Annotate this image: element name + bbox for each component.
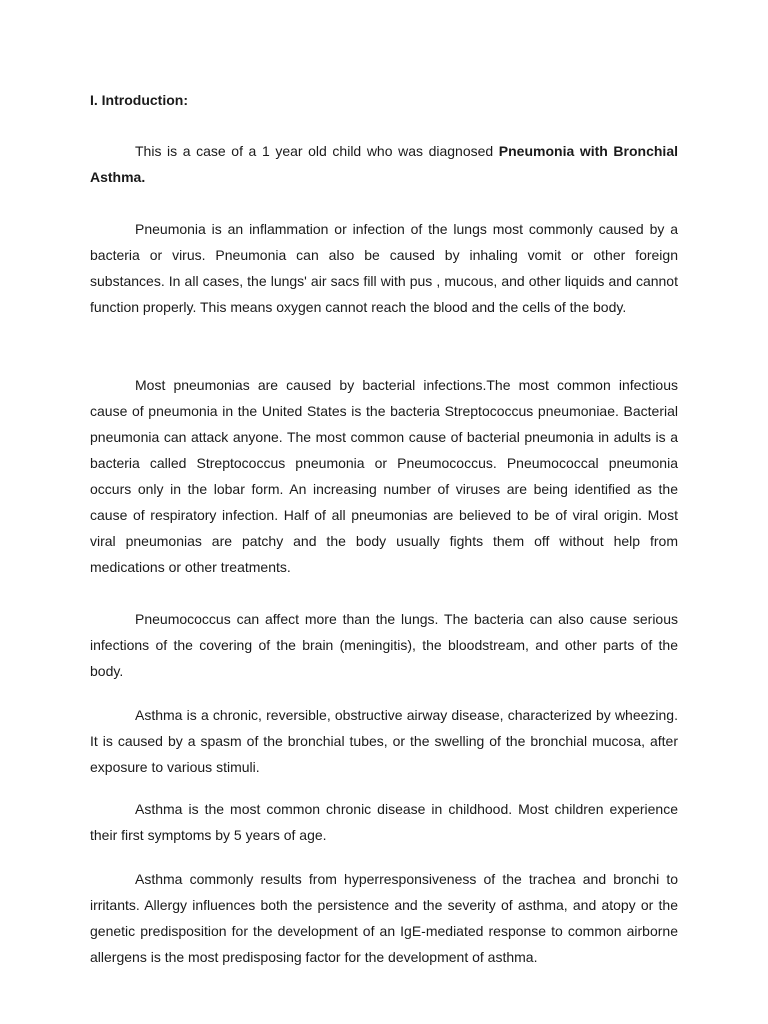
paragraph-pneumococcus: Pneumococcus can affect more than the lungs. The bacteria can also cause serious infections of the covering of the brain (meningitis), the bloodstream, and other parts of the body. bbox=[90, 611, 678, 679]
paragraph-asthma-causes: Asthma commonly results from hyperresponsiveness of the trachea and bronchi to irritants. Allergy influences both the persistence and the severity of asthma, and atopy or the genetic predisposition for the development of an IgE-mediated response to common airborne allergens is the most predisposing factor for the development of asthma. bbox=[90, 871, 678, 965]
paragraph-asthma-definition: Asthma is a chronic, reversible, obstructive airway disease, characterized by wheezing. It is caused by a spasm of the bronchial tubes, or the swelling of the bronchial mucosa, after exposure to various stimuli. bbox=[90, 707, 678, 775]
paragraph-asthma-childhood: Asthma is the most common chronic disease in childhood. Most children experience their first symptoms by 5 years of age. bbox=[90, 801, 678, 843]
intro-paragraph bbox=[90, 138, 678, 190]
diagnosis-emphasis: Pneumonia with Bronchial Asthma. bbox=[90, 143, 678, 185]
paragraph-pneumonia-definition: Pneumonia is an inflammation or infection of the lungs most commonly caused by a bacteria or virus. Pneumonia can also be caused by inhaling vomit or other foreign substances. In all cases, the lungs' air sacs fill with pus , mucous, and other liquids and cannot function properly. This means oxygen cannot reach the blood and the cells of the body. bbox=[90, 221, 678, 315]
intro-text: This is a case of a 1 year old child who was diagnosed bbox=[135, 143, 499, 159]
paragraph-pneumonia-causes: Most pneumonias are caused by bacterial infections.The most common infectious cause of pneumonia in the United States is the bacteria Streptococcus pneumoniae. Bacterial pneumonia can attack anyone. The most common cause of bacterial pneumonia in adults is a bacteria called Streptococcus pneumonia or Pneumococcus. Pneumococcal pneumonia occurs only in the lobar form. An increasing number of viruses are being identified as the cause of respiratory infection. Half of all pneumonias are believed to be of viral origin. Most viral pneumonias are patchy and the body usually fights them off without help from medications or other treatments. bbox=[90, 377, 678, 575]
section-heading: I. Introduction: bbox=[90, 92, 188, 108]
